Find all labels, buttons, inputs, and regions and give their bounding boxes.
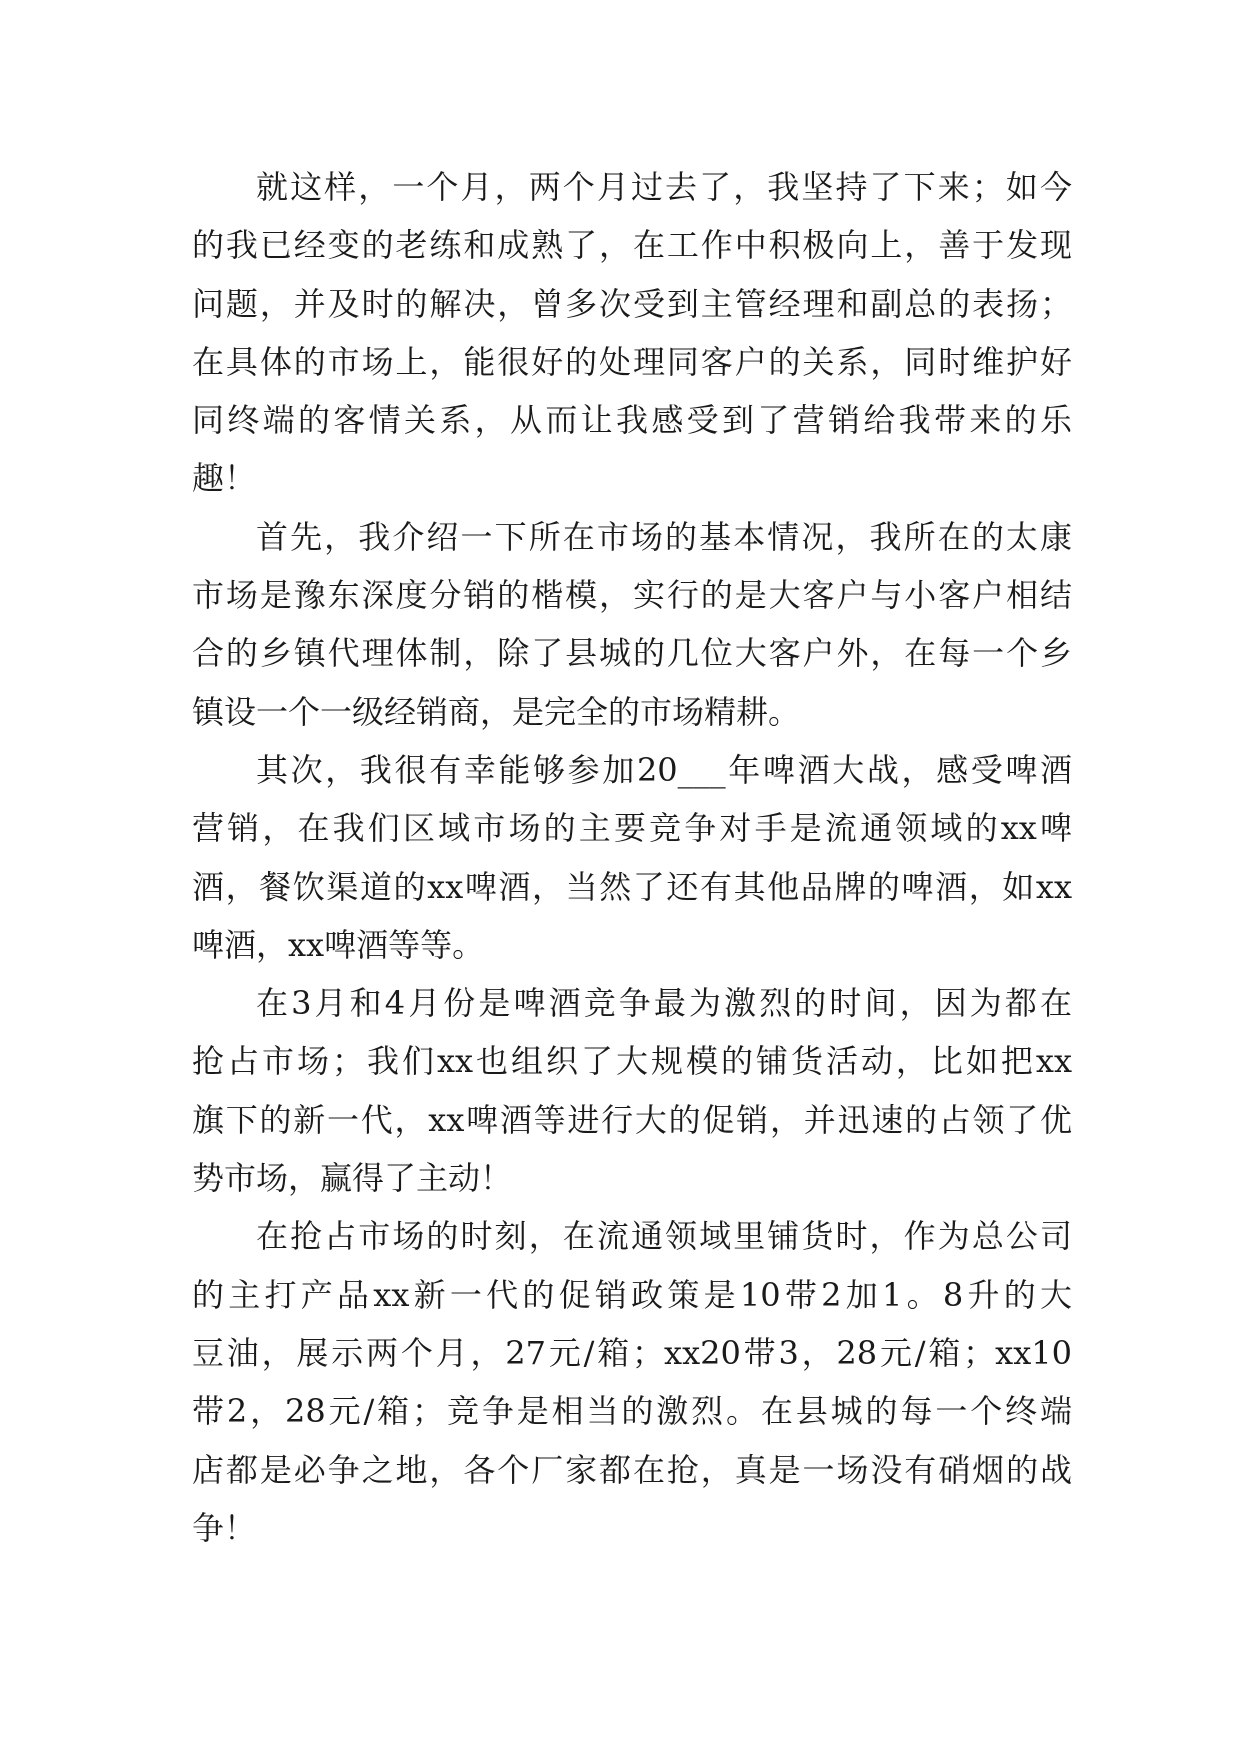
text-line: 营销，在我们区域市场的主要竞争对手是流通领域的xx啤 <box>192 809 1072 848</box>
text-line: 镇设一个一级经销商，是完全的市场精耕。 <box>192 692 801 731</box>
document-body <box>192 158 1072 1557</box>
text-line: 争！ <box>192 1508 257 1547</box>
text-line: 啤酒，xx啤酒等等。 <box>192 925 485 964</box>
text-line: 旗下的新一代，xx啤酒等进行大的促销，并迅速的占领了优 <box>192 1100 1072 1139</box>
text-line: 在3月和4月份是啤酒竞争最为激烈的时间，因为都在 <box>256 984 1072 1023</box>
text-line: 酒，餐饮渠道的xx啤酒，当然了还有其他品牌的啤酒，如xx <box>192 867 1072 906</box>
text-line: 市场是豫东深度分销的楷模，实行的是大客户与小客户相结 <box>192 576 1072 615</box>
text-line: 在抢占市场的时刻，在流通领域里铺货时，作为总公司 <box>256 1217 1072 1256</box>
paragraph-5 <box>192 1207 1072 1557</box>
text-line: 首先，我介绍一下所在市场的基本情况，我所在的太康 <box>256 517 1072 556</box>
text-line: 的我已经变的老练和成熟了，在工作中积极向上，善于发现 <box>192 226 1072 265</box>
text-line: 带2，28元/箱；竞争是相当的激烈。在县城的每一个终端 <box>192 1392 1072 1431</box>
text-line: 合的乡镇代理体制，除了县城的几位大客户外，在每一个乡 <box>192 634 1072 673</box>
paragraph-1 <box>192 158 1072 508</box>
text-line: 同终端的客情关系，从而让我感受到了营销给我带来的乐 <box>192 401 1072 440</box>
paragraph-4 <box>192 974 1072 1207</box>
paragraph-2 <box>192 508 1072 741</box>
text-line: 势市场，赢得了主动！ <box>192 1159 513 1198</box>
text-line: 就这样，一个月，两个月过去了，我坚持了下来；如今 <box>256 168 1072 206</box>
text-line: 问题，并及时的解决，曾多次受到主管经理和副总的表扬； <box>192 284 1072 323</box>
text-line: 其次，我很有幸能够参加20___年啤酒大战，感受啤酒 <box>256 750 1072 789</box>
text-line: 抢占市场；我们xx也组织了大规模的铺货活动，比如把xx <box>192 1042 1072 1081</box>
paragraph-3 <box>192 741 1072 974</box>
text-line: 豆油，展示两个月，27元/箱；xx20带3，28元/箱；xx10 <box>192 1333 1072 1372</box>
text-line: 的主打产品xx新一代的促销政策是10带2加1。8升的大 <box>192 1275 1072 1314</box>
text-line: 在具体的市场上，能很好的处理同客户的关系，同时维护好 <box>192 342 1072 381</box>
text-line: 趣！ <box>192 459 257 498</box>
text-line: 店都是必争之地，各个厂家都在抢，真是一场没有硝烟的战 <box>192 1450 1072 1489</box>
